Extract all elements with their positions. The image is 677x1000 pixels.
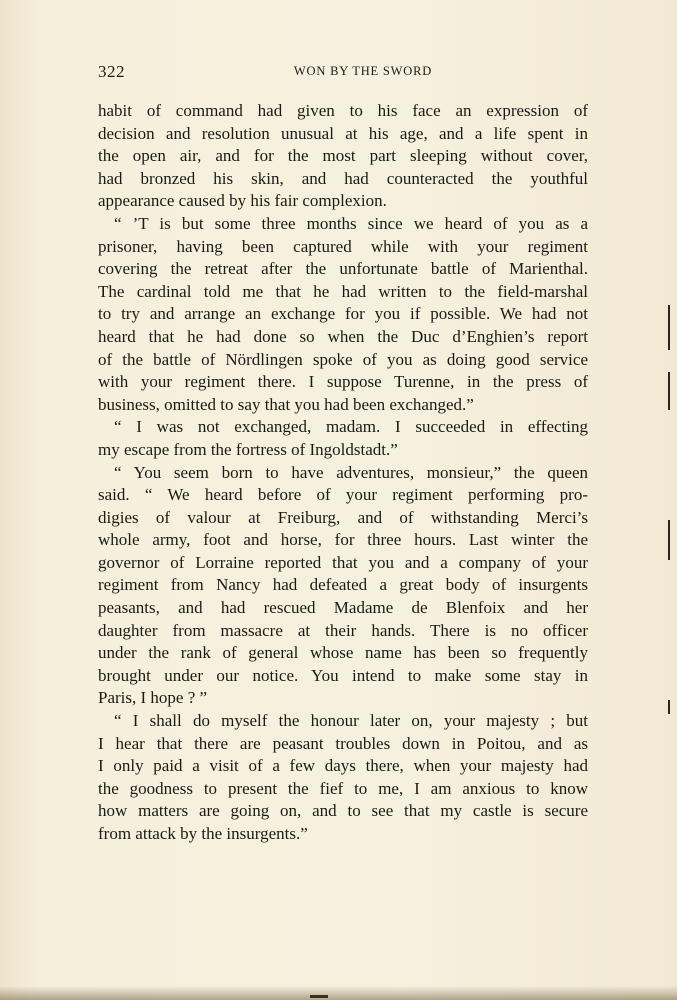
text-line: under the rank of general whose name has been so frequently bbox=[98, 643, 588, 663]
text-line: daughter from massacre at their hands. There is no officer bbox=[98, 620, 588, 640]
text-line: “ I shall do myself the honour later on, your majesty ; but bbox=[114, 711, 588, 731]
text-line: digies of valour at Freiburg, and of withstanding Merci’s bbox=[98, 507, 588, 527]
edge-mark bbox=[668, 372, 670, 410]
text-line: I only paid a visit of a few days there, when your majesty had bbox=[98, 756, 588, 776]
page-number: 322 bbox=[98, 62, 125, 81]
text-line: my escape from the fortress of Ingoldstadt.” bbox=[98, 439, 398, 459]
text-line: appearance caused by his fair complexion. bbox=[98, 191, 387, 211]
edge-mark bbox=[310, 995, 328, 998]
text-line: the open air, and for the most part sleeping without cover, bbox=[98, 146, 588, 166]
text-line: habit of command had given to his face an expression of bbox=[98, 101, 588, 120]
text-line: Paris, I hope ? ” bbox=[98, 688, 208, 708]
text-line: The cardinal told me that he had written to the field-marshal bbox=[98, 281, 588, 301]
edge-mark bbox=[668, 700, 670, 714]
text-line: heard that he had done so when the Duc d’Enghien’s report bbox=[98, 326, 588, 346]
text-line: of the battle of Nördlingen spoke of you as doing good service bbox=[98, 349, 588, 369]
text-line: whole army, foot and horse, for three hours. Last winter the bbox=[98, 530, 588, 550]
text-line: “ I was not exchanged, madam. I succeeded in effecting bbox=[114, 417, 588, 437]
text-line: how matters are going on, and to see that my castle is secure bbox=[98, 801, 588, 821]
text-line: with your regiment there. I suppose Turenne, in the press of bbox=[98, 372, 588, 392]
text-line: “ ’T is but some three months since we heard of you as a bbox=[114, 213, 588, 233]
text-line: covering the retreat after the unfortunate battle of Marienthal. bbox=[98, 259, 588, 279]
text-line: prisoner, having been captured while with your regiment bbox=[98, 236, 588, 256]
body-text bbox=[98, 100, 588, 846]
text-line: peasants, and had rescued Madame de Blenfoix and her bbox=[98, 598, 588, 618]
text-line: to try and arrange an exchange for you if possible. We had not bbox=[98, 304, 588, 324]
edge-mark bbox=[668, 305, 670, 350]
text-line: governor of Lorraine reported that you and a company of your bbox=[98, 552, 588, 572]
text-line: from attack by the insurgents.” bbox=[98, 824, 308, 843]
text-line: business, omitted to say that you had been exchanged.” bbox=[98, 394, 474, 414]
text-line: said. “ We heard before of your regiment performing pro- bbox=[98, 485, 588, 505]
page-header bbox=[98, 62, 588, 84]
edge-mark bbox=[668, 520, 670, 560]
page-bottom-edge bbox=[0, 986, 677, 1000]
text-line: “ You seem born to have adventures, monsieur,” the queen bbox=[114, 462, 588, 482]
text-line: I hear that there are peasant troubles down in Poitou, and as bbox=[98, 733, 588, 753]
text-line: the goodness to present the fief to me, I am anxious to know bbox=[98, 778, 588, 798]
text-line: regiment from Nancy had defeated a great body of insurgents bbox=[98, 575, 588, 595]
text-line: brought under our notice. You intend to make some stay in bbox=[98, 665, 588, 685]
running-head: WON BY THE SWORD bbox=[293, 64, 433, 78]
text-line: had bronzed his skin, and had counteracted the youthful bbox=[98, 168, 588, 188]
text-line: decision and resolution unusual at his age, and a life spent in bbox=[98, 123, 588, 143]
